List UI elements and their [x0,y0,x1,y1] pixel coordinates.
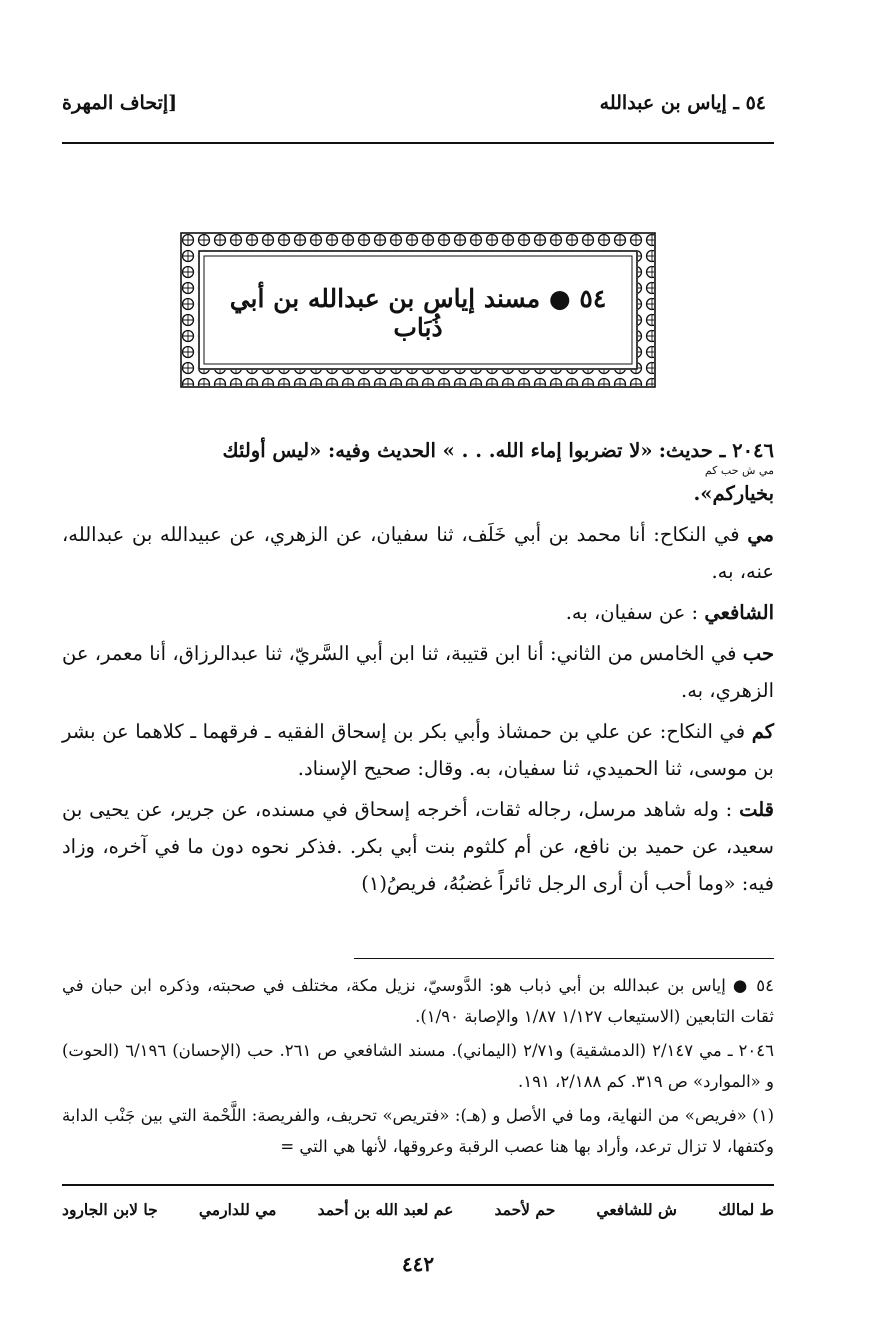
paragraph [62,635,774,709]
abbreviation: عم لعبد الله بن أحمد [317,1200,454,1219]
header-book-title: [إتحاف المهرة [62,92,178,114]
paragraph-text: في النكاح: عن علي بن حمشاذ وأبي بكر بن إسحاق الفقيه ـ فرقهما ـ كلاهما عن بشر بن موسى، ثنا الحميدي، ثنا سفيان، به. وقال: صحيح الإسناد. [62,720,774,780]
abbreviation: حم لأحمد [494,1200,556,1219]
hadith-number: ٢٠٤٦ ـ حديث: [658,439,774,462]
abbreviations-key [62,1200,774,1226]
paragraph [62,713,774,787]
paragraph-text: : عن سفيان، به. [565,601,699,624]
paragraph [62,594,774,631]
footnotes [62,970,774,1165]
source-marks: مي ش حب كم [704,464,774,477]
hadith-entry [62,432,774,512]
section-title-frame [180,232,656,388]
paragraph-lead: الشافعي [704,601,774,624]
paragraph-text: : وله شاهد مرسل، رجاله ثقات، أخرجه إسحاق في مسنده، عن جرير، عن يحيى بن سعيد، عن حميد بن نافع، عن أم كلثوم بنت أبي بكر. .فذكر نحوه دون ما في آخره، وزاد فيه: «وما أحب أن أرى الرجل ثائراً غضبُهُ، فريصُ(١) [62,798,774,895]
page-number: ٤٤٢ [401,1252,435,1276]
abbreviation: مي للدارمي [198,1200,277,1219]
paragraph-lead: كم [751,720,774,743]
document-page [62,0,774,1332]
abbreviation: ش للشافعي [596,1200,677,1219]
running-header [62,92,774,120]
abbreviation: جا لابن الجارود [62,1200,158,1219]
paragraph-text: في الخامس من الثاني: أنا ابن قتيبة، ثنا ابن أبي السَّريّ، ثنا عبدالرزاق، أنا معمر، عن الزهري، به. [62,642,774,702]
paragraph-lead: قلت [739,798,775,821]
abbreviation: ط لمالك [718,1200,774,1219]
header-section-name: ٥٤ ـ إياس بن عبدالله [599,92,766,114]
main-text [62,432,774,906]
hadith-text-end: بخياركم». [693,482,774,505]
paragraph-lead: حب [742,642,774,665]
footnote: ٥٤ ● إياس بن عبدالله بن أبي ذباب هو: الدَّوسيّ، نزيل مكة، مختلف في صحبته، وذكره ابن حبان في ثقات التابعين (الاستيعاب ١/١٢٧ ١/٨٧ والإصابة ١/٩٠). [62,976,774,1026]
footnote-separator [354,958,774,959]
footnote: ٢٠٤٦ ـ مي ٢/١٤٧ (الدمشقية) و٢/٧١ (اليماني). مسند الشافعي ص ٢٦١. حب (الإحسان) ٦/١٩٦ (الحوت) و «الموارد» ص ٣١٩. كم ٢/١٨٨، ١٩١. [62,1041,774,1091]
paragraph [62,516,774,590]
hadith-text: «لا تضربوا إماء الله. . . » الحديث وفيه: «ليس أولئك [222,439,653,462]
paragraph [62,791,774,902]
footnote: (١) «فريص» من النهاية، وما في الأصل و (هـ): «فتريص» تحريف، والفريصة: اللَّحْمة التي بين جَنْب الدابة وكتفها، لا تزال ترعد، وأراد بها هنا عصب الرقبة وعروقها، لأنها هي التي = [62,1106,774,1156]
paragraph-lead: مي [747,523,774,546]
header-rule [62,142,774,144]
paragraph-text: في النكاح: أنا محمد بن أبي خَلَف، ثنا سفيان، عن الزهري، عن عبيدالله بن عبدالله، عنه، به. [62,523,774,583]
abbreviations-rule [62,1184,774,1186]
section-title: ٥٤ ● مسند إياس بن عبدالله بن أبي ذُبَاب [229,284,607,342]
